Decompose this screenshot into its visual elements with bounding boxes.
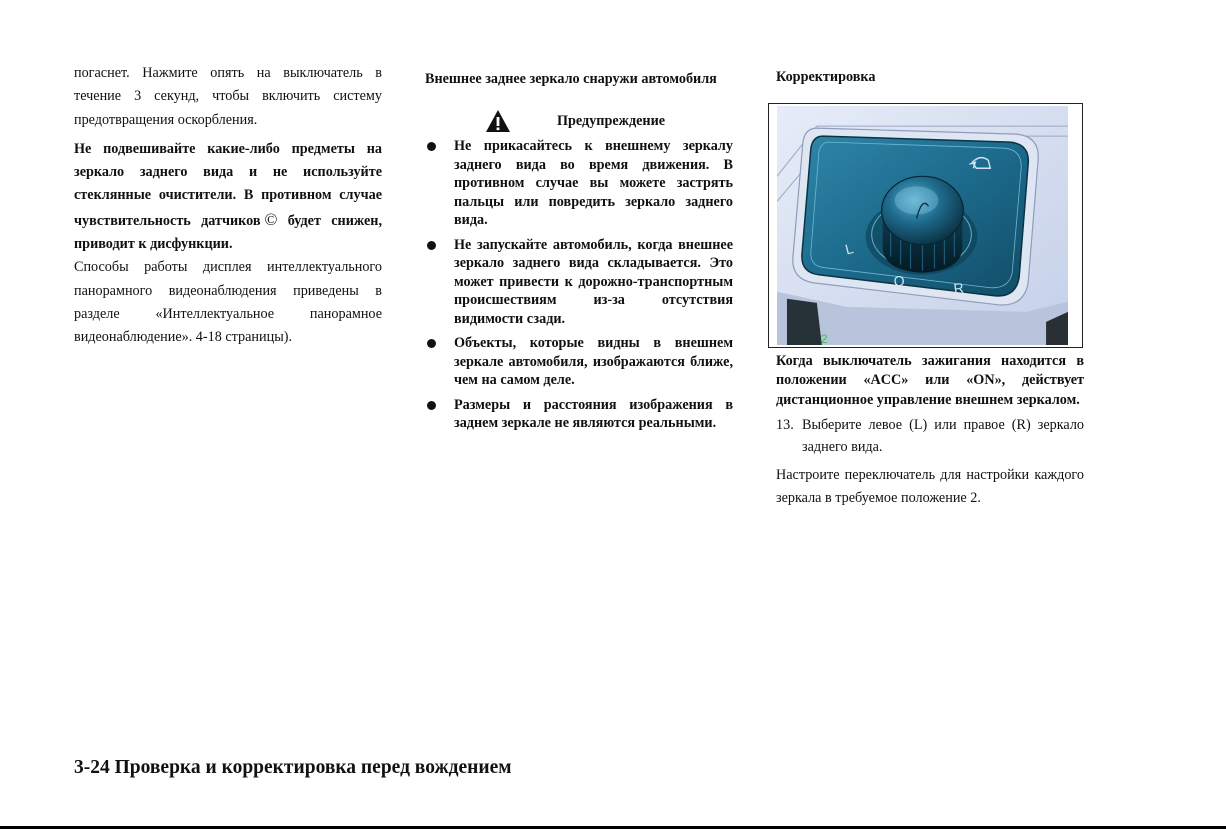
mirror-control-illustration (777, 106, 1068, 345)
section-heading-adjustment: Корректировка (776, 69, 876, 85)
section-heading-exterior-mirror: Внешнее заднее зеркало снаружи автомобиля (425, 71, 717, 87)
warning-bullet: Не запускайте автомобиль, когда внешнее зеркало заднего вида складывается. Это может привести к дорожно-транспортным происшествиям из-за отсутствия видимости сзади. (425, 236, 733, 329)
warning-triangle-icon (485, 109, 511, 133)
warning-bullet: Размеры и расстояния изображения в заднем зеркале не являются реальными. (425, 396, 733, 433)
figure-marker-label: 2 (820, 331, 828, 345)
warning-bullet: Объекты, которые видны в внешнем зеркале автомобиля, изображаются ближе, чем на самом деле. (425, 334, 733, 390)
adjust-mirror-paragraph: Настроите переключатель для настройки каждого зеркала в требуемое положение 2. (776, 466, 1084, 507)
warning-bullet-list (425, 137, 733, 433)
remote-control-note: Когда выключатель зажигания находится в положении «ACC» или «ON», действует дистанционное управление внешнем зеркалом. (776, 353, 1084, 408)
page-footer: 3-24 Проверка и корректировка перед вождением (74, 757, 512, 778)
switch-label-right: R (952, 279, 965, 297)
switch-label-off: O (892, 272, 906, 290)
mirror-warning-text: Не подвешивайте какие-либо предметы на зеркало заднего вида и не используйте стеклянные очистители. В противном случае чувствительность датчиков (74, 140, 382, 229)
warning-header (485, 109, 733, 133)
mirror-warning-paragraph (74, 138, 382, 256)
step-text: Выберите левое (L) или правое (R) зеркало заднего вида. (802, 416, 1084, 455)
copyright-symbol: © (264, 209, 278, 229)
mirror-switch-figure (768, 103, 1083, 348)
paragraph-panoramic-view: Способы работы дисплея интеллектуального панорамного видеонаблюдения приведены в разделе «Интеллектуальное панорамное видеонаблюдение». 4-18 страницы). (74, 259, 382, 346)
mirror-warning-text-end: будет снижен, приводит к дисфункции. (74, 212, 382, 253)
step-number: 13. (776, 416, 794, 433)
column-left (74, 62, 382, 350)
switch-label-left: L (843, 239, 856, 258)
column-right (776, 62, 1084, 510)
warning-title: Предупреждение (557, 112, 666, 129)
step-13 (776, 414, 1084, 458)
paragraph-intro: погаснет. Нажмите опять на выключатель в течение 3 секунд, чтобы включить систему предотвращения оскорбления. (74, 65, 382, 128)
column-middle (425, 62, 733, 439)
warning-bullet: Не прикасайтесь к внешнему зеркалу заднего вида во время движения. В противном случае вы можете застрять пальцы или повредить зеркало заднего вида. (425, 137, 733, 230)
